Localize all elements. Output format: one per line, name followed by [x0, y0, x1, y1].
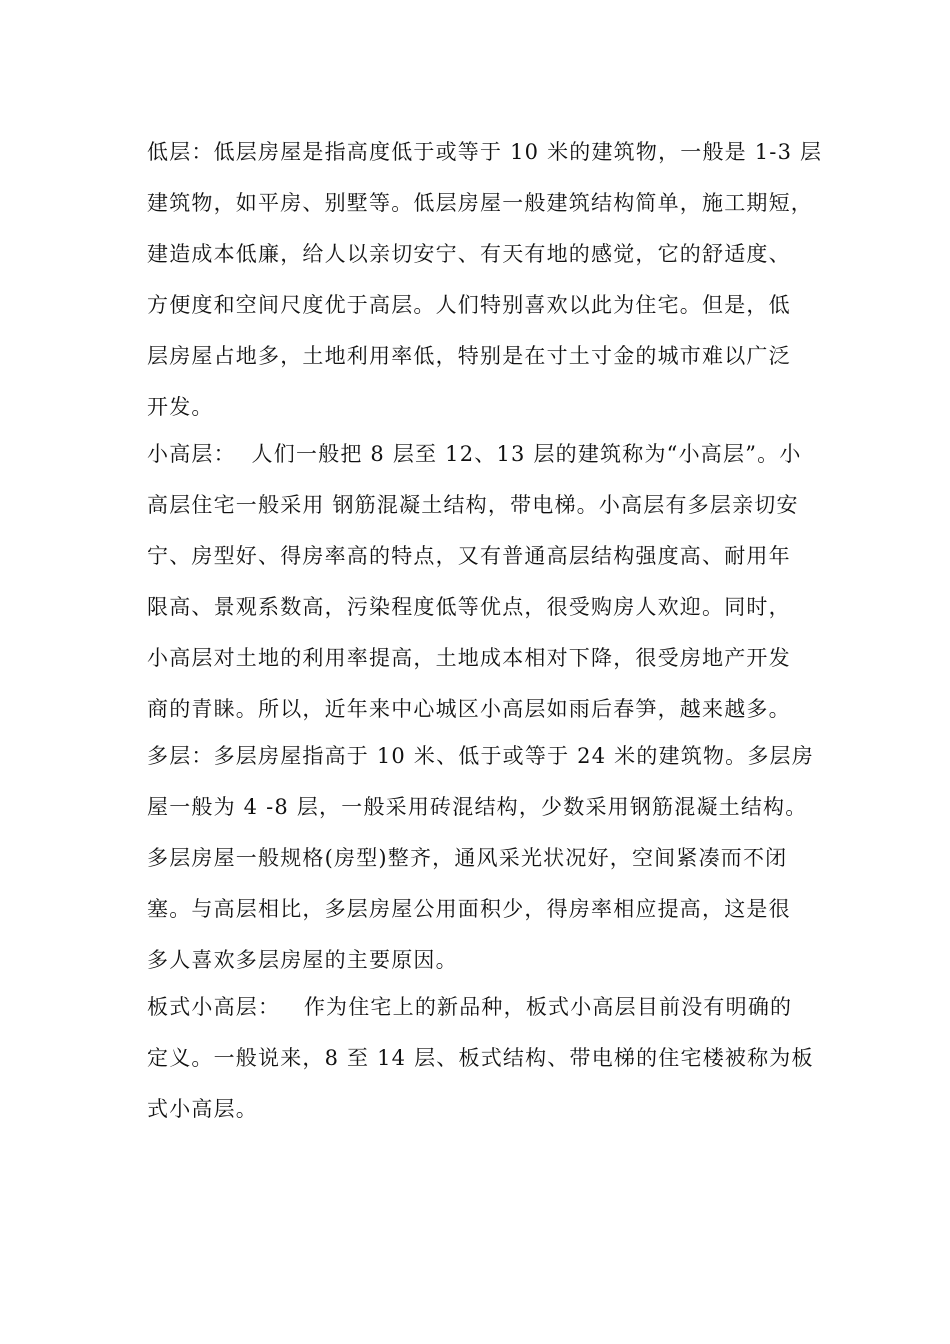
text-line: 板式小高层： 作为住宅上的新品种，板式小高层目前没有明确的 [147, 995, 793, 1019]
text-line: 塞。与高层相比，多层房屋公用面积少，得房率相应提高，这是很 [147, 897, 791, 921]
text-line: 定义。一般说来，8 至 14 层、板式结构、带电梯的住宅楼被称为板 [147, 1046, 814, 1070]
paragraph-slab-small-high-rise [147, 987, 814, 1136]
paragraph-multi-storey [147, 736, 814, 987]
text-line: 建造成本低廉，给人以亲切安宁、有天有地的感觉，它的舒适度、 [147, 242, 791, 266]
text-line: 小高层： 人们一般把 8 层至 12、13 层的建筑称为“小高层”。小 [147, 442, 802, 466]
text-line: 屋一般为 4 -8 层，一般采用砖混结构，少数采用钢筋混凝土结构。 [147, 795, 808, 819]
text-line: 低层：低层房屋是指高度低于或等于 10 米的建筑物，一般是 1-3 层 [147, 140, 823, 164]
text-line: 商的青睐。所以，近年来中心城区小高层如雨后春笋，越来越多。 [147, 697, 791, 721]
text-line: 方便度和空间尺度优于高层。人们特别喜欢以此为住宅。但是，低 [147, 293, 791, 317]
paragraph-low-rise [147, 132, 823, 434]
text-line: 层房屋占地多，土地利用率低，特别是在寸土寸金的城市难以广泛 [147, 344, 791, 368]
text-line: 多层房屋一般规格(房型)整齐，通风采光状况好，空间紧凑而不闭 [147, 846, 788, 870]
text-line: 式小高层。 [147, 1097, 258, 1121]
text-line: 限高、景观系数高，污染程度低等优点，很受购房人欢迎。同时， [147, 595, 791, 619]
text-line: 小高层对土地的利用率提高，土地成本相对下降，很受房地产开发 [147, 646, 791, 670]
text-line: 建筑物，如平房、别墅等。低层房屋一般建筑结构简单，施工期短， [147, 191, 813, 215]
text-line: 多层：多层房屋指高于 10 米、低于或等于 24 米的建筑物。多层房 [147, 744, 814, 768]
paragraph-small-high-rise [147, 434, 807, 736]
text-line: 多人喜欢多层房屋的主要原因。 [147, 948, 458, 972]
text-line: 宁、房型好、得房率高的特点，又有普通高层结构强度高、耐用年 [147, 544, 791, 568]
document-body [147, 132, 823, 1136]
text-line: 开发。 [147, 395, 214, 419]
text-line: 高层住宅一般采用 钢筋混凝土结构，带电梯。小高层有多层亲切安 [147, 493, 799, 517]
